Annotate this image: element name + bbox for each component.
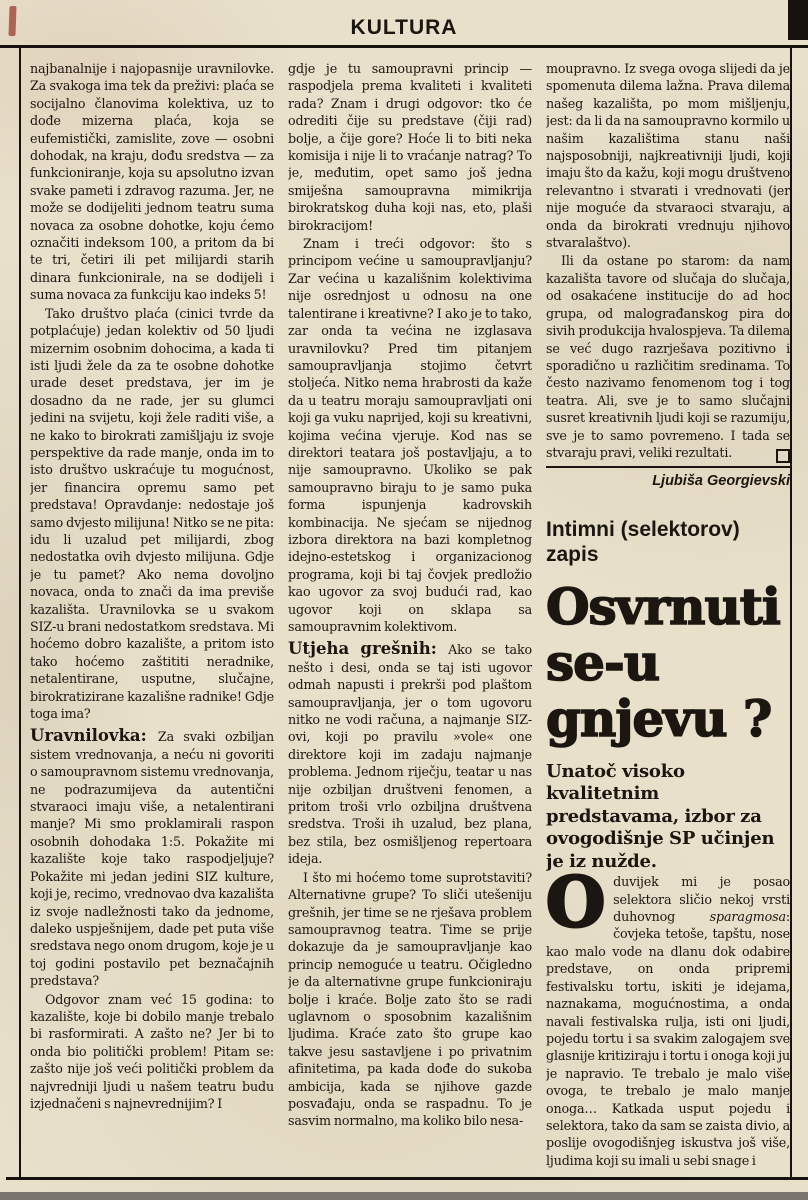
column-1-body: [30, 60, 274, 1112]
headline-line-2: se-u: [546, 632, 660, 692]
headline-line-1: Osvrnuti: [546, 576, 780, 636]
article2-headline: [546, 576, 790, 748]
body-paragraph: Uravnilovka: Za svaki ozbiljan sistem vrednovanja, a neću ni govoriti o samoupravnom sistemu vrednovanja, ne podrazumijeva da autentični stvaraoci imaju više, a netalentirani manje? Mi smo proklamirali raspon osobnih dohodaka 1:5. Pokažite mi kazalište koje tako raspodjeljuje? Pokažite mi jedan jedini SIZ kulture, koji je, recimo, vrednovao dva kazališta iz svoje nadležnosti tako da jednome, daleko uspješnijem, dade pet puta više sredstava nego onom drugom, koje je u toj godini postavilo pet beznačajnih predstava?: [30, 726, 274, 989]
body-paragraph: Utjeha grešnih: Ako se tako nešto i desi, onda se taj isti ugovor odmah napusti i prekrši pod plaštom samoupravljanja, jer o tom ugovoru nitko ne vodi računa, a najmanje SIZ-ovi, koji po pravilu »vole« one direktore koji im zadaju najmanje problema. Jednom riječju, teatar u nas nije ozbiljan društveni fenomen, a pritom troši vrlo ozbiljna društvena sredstva. Troši ih uzalud, bez plana, bez stila, bez osmišljenog repertoara ideja.: [288, 639, 532, 867]
drop-cap: O: [546, 863, 606, 944]
section-title: KULTURA: [350, 16, 458, 39]
scan-corner-mark-right: [788, 0, 808, 40]
article2-deck: Unatoč visoko kvalitetnim predstavama, izbor za ovogodišnje SP učinjen je iz nužde.: [546, 760, 775, 872]
article-columns: [30, 60, 790, 1176]
body-paragraph: Odgovor znam već 15 godina: to kazalište, koje bi dobilo manje trebalo bi rasformirati. A zašto ne? Jer bi to onda bio politički problem! Pitam se: zašto nije još veći politički problem da najvredniji ljudi u našem teatru budu izjednačeni s najnevrednijim? I: [30, 991, 274, 1111]
lead-text-segment: duvijek mi je posao selektora sličio nekoj vrsti duhovnog: [613, 874, 790, 925]
page-frame-right: [790, 45, 792, 1179]
masthead-rule: [0, 45, 808, 48]
run-in-heading: Uravnilovka:: [30, 726, 158, 746]
column-1: [30, 60, 274, 1176]
page-frame-left: [19, 45, 21, 1179]
author-signature: Ljubiša Georgievski: [652, 473, 790, 490]
column-3-body: [546, 60, 790, 461]
scan-edge-strip: [0, 1192, 808, 1200]
page-frame-bottom: [6, 1177, 808, 1180]
headline-line-3: gnjevu ?: [546, 688, 772, 748]
body-paragraph: I što mi hoćemo tome suprotstaviti? Alternativne grupe? To sliči utešeniju grešnih, jer time se ne rješava problem samoupravnog teatra. Time se prije dokazuje da je samoupravljanje kao princip nemoguće u teatru. Očigledno je da alternativne grupe funkcioniraju bolje i kraće. Bolje zato što se radi uglavnom o sposobnim kazališnim ljudima. Kraće zato što grupe kao takve jesu sastavljene i po privatnim afinitetima, pa kada dođe do sukoba ambicija, kada se njihove gazde posvađaju, onda se raspadnu. To je sasvim normalno, ma koliko bilo nesa-: [288, 869, 532, 1129]
body-paragraph: gdje je tu samoupravni princip — raspodjela prema kvaliteti i kvaliteti rada? Znam i drugi odgovor: tko će odrediti čije su predstave (čiji rad) bolje, a čije gore? Hoće li to biti neka komisija i nije li to vraćanje natrag? To je, međutim, opet samo još jedna smiješna samoupravna mimikrija birokratskog duha koji nas, eto, plaši birokracijom!: [288, 61, 532, 233]
column-2-body: [288, 60, 532, 1130]
body-paragraph: najbanalnije i najopasnije uravnilovke. Za svakoga ima tek da preživi: plaća se socijalno članovima kolektiva, uz to dođe mizerna plaća, koja se eufemistički, zamislite, zove — osobni dohodak, na kraju, dođu sredstva — za funkcioniranje, koja su apsolutno izvan svake pameti i zdravog razuma. Jer, ne može se dodijeliti jednom teatru suma novaca za osobne dohotke, koju ćemo označiti indeksom 100, a pritom da bi te tri, četiri ili pet milijardi starih dinara funkcionirale, na se dodijeli i suma novaca za funkciju kao indeks 5!: [30, 61, 274, 303]
run-in-heading: Utjeha grešnih:: [288, 639, 449, 659]
article2-lead-paragraph: [546, 863, 790, 1169]
column-2: [288, 60, 532, 1176]
body-paragraph: Tako društvo plaća (cinici tvrde da potplaćuje) jedan kolektiv od 50 ljudi mizernim osobnim dohocima, a kada ti isti ljudi žele da za te osobne dohotke urade deset predstava, jer im je dosadno da ne rade, jer su glumci jedini na svijetu, koji žele raditi više, a ne kako to birokrati zamišljaju iz svoje perspektive da rade manje, onda im to isto društvo uskraćuje tu mogućnost, jer financira opremu samo pet predstava! Opravdanje: nedostaje još samo dvjesto milijuna! Nitko se ne pita: idu li uzalud pet milijardi, zbog nedostatka ovih dvjesto milijuna. Gdje je tu pamet? Ako nema dovoljno novaca, onda to znači da ima previše kazališta. Uravnilovka se u svakom SIZ-u brani nedostatkom sredstava. Mi hoćemo dobro kazalište, a pritom isto tako hoćemo zaštititi neradnike, netalentirane, usputne, slučajne, birokratizirane kazališne radnike! Gdje toga ima?: [30, 305, 274, 722]
article-end-rule: [546, 466, 790, 468]
body-paragraph: Znam i treći odgovor: što s principom većine u samoupravljanju? Zar većina u kazališnim kolektivima nije osrednjost u odnosu na one talentirane i kreativne? I ako je to tako, zar onda ta većina ne izglasava uravnilovku? Pred tim pitanjem samoupravljanja stojimo četvrt stoljeća. Nitko nema hrabrosti da kaže da u teatru moraju samoupravljati oni koji ga vuku naprijed, koji su kreativni, kojima većina vjeruje. Kod nas se direktori teatara još postavljaju, a to nije samoupravno. Ukoliko se pak samoupravno biraju to je samo puka forma ispunjenja kadrovskih kombinacija. Ne sjećam se nijednog izbora direktora na bazi kompletnog idejno-estetskog i organizacionog programa, koji bi taj čovjek predložio kao ugovor za svoj budući rad, kao ugovor koji on sklapa sa samoupravnim kolektivom.: [288, 236, 532, 634]
body-paragraph: moupravno. Iz svega ovoga slijedi da je spomenuta dilema lažna. Prava dilema našeg kazališta, po mom mišljenju, jest: da li da na samoupravno kormilo u našim kazalištima stanu naši najsposobniji, najkreativniji ljudi, koji imaju što da kažu, koji mogu društveno relevantno i stvarati i vrednovati (jer nije moguće da stvaraoci stvaraju, a onda da birokrati vrednuju njihovo stvaralaštvo).: [546, 61, 790, 251]
scan-corner-mark-left: [8, 6, 16, 36]
body-paragraph: Ili da ostane po starom: da nam kazališta tavore od slučaja do slučaja, od osakaćene institucije do ad hoc grupa, od malograđanskog pira do sivih produkcija hvalospjeva. Ta dilema se već dugo razrješava pozitivno i sporadično u različitim sredinama. To često nazivamo fenomenom tog i tog teatra. Ali, sve je to samo slučajni susret kreativnih ljudi koji se razumiju, sve je to samo povremeno. I tada se stvaraju pravi, veliki rezultati.: [546, 252, 790, 461]
end-of-article-marker: [776, 449, 790, 463]
column-3: [546, 60, 790, 1176]
article2-kicker: Intimni (selektorov) zapis: [546, 517, 740, 566]
lead-text-segment: : čovjeka tetoše, tapštu, nose kao malo vode na dlanu dok odabire predstave, on onda pripremi festivalsku tortu, iskiti je idejama, naznakama, mogućnostima, a onda navali festivalska rulja, isti oni ljudi, pojedu tortu i sa svakim zalogajem sve glasnije kritiziraju i tortu i onoga koji ju je napravio. Te trebalo je malo više ovoga, te trebalo je malo manje onoga… Katkada usput pojedu i selektora, tako da sam se zaista divio, a poslije ovogodišnjeg iskustva još više, ljudima koji su imali u sebi snage i: [546, 909, 790, 1168]
italic-term: sparagmosa: [709, 909, 786, 925]
